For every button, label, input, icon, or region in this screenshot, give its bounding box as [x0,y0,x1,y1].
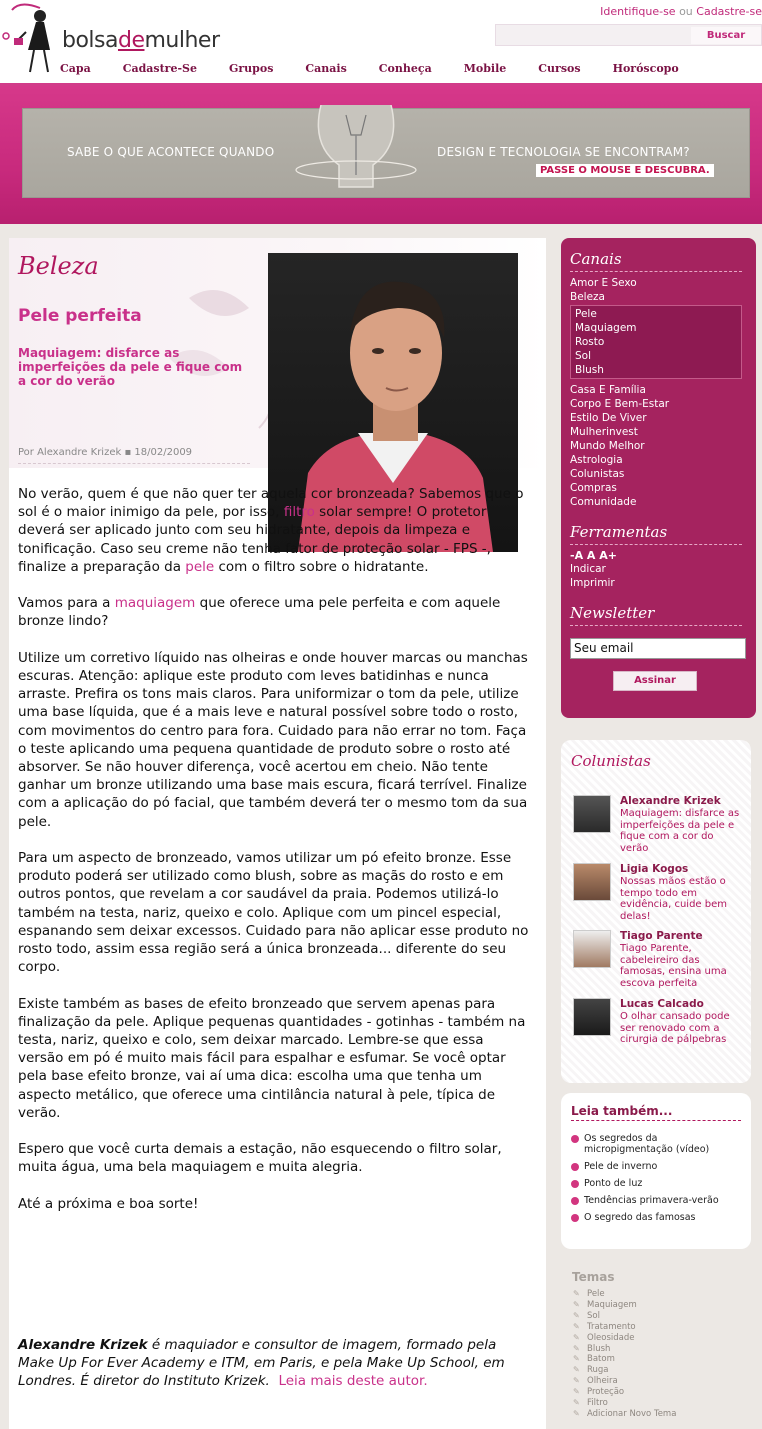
newsletter-subscribe-button[interactable]: Assinar [613,671,697,691]
colunista-desc[interactable]: Maquiagem: disfarce as imperfeições da pele e fique com a cor do verão [620,808,740,854]
tema-item[interactable]: ✎ Sol [573,1311,676,1322]
search-input[interactable] [495,24,762,46]
canal-amor-e-sexo[interactable]: Amor E Sexo [570,277,637,289]
leia-tambem-panel [561,1093,751,1249]
colunista-desc[interactable]: Nossas mãos estão o tempo todo em evidência, cuide bem delas! [620,876,727,922]
nav-conheca[interactable]: Conheça [378,62,432,75]
imprimir-link[interactable]: Imprimir [570,577,615,589]
banner-text-right: DESIGN E TECNOLOGIA SE ENCONTRAM? [437,145,690,159]
canal-beleza[interactable]: Beleza [570,291,605,303]
colunista-desc[interactable]: O olhar cansado pode ser renovado com a cirurgia de pálpebras [620,1011,730,1045]
colunista-name[interactable]: Lucas Calcado [620,998,704,1010]
beleza-submenu [570,305,742,379]
section-title: Beleza [18,252,99,280]
leia-item[interactable]: O segredo das famosas [571,1212,746,1223]
add-tema-link[interactable]: ✎ Adicionar Novo Tema [573,1409,676,1420]
temas-list [573,1289,676,1420]
link-maquiagem[interactable]: maquiagem [114,595,196,612]
canal-corpo-e-bem-estar[interactable]: Corpo E Bem-Estar [570,398,670,410]
canais-panel [561,238,756,718]
colunista-avatar [573,930,611,968]
colunista-name[interactable]: Tiago Parente [620,930,703,942]
canal-mundo-melhor[interactable]: Mundo Melhor [570,440,645,452]
account-links [600,5,762,18]
subcanal-rosto[interactable]: Rosto [575,336,605,348]
banner-text-left: SABE O QUE ACONTECE QUANDO [67,145,275,159]
article-subtitle: Maquiagem: disfarce as imperfeições da pele e fique com a cor do verão [18,346,243,388]
tema-item[interactable]: ✎ Batom [573,1354,676,1365]
logo-wordmark: bolsademulher [62,28,220,53]
canal-compras[interactable]: Compras [570,482,617,494]
colunista-avatar [573,863,611,901]
tema-item[interactable]: ✎ Pele [573,1289,676,1300]
colunista-avatar [573,998,611,1036]
tema-item[interactable]: ✎ Olheira [573,1376,676,1387]
paragraph-2: Vamos para a maquiagem que oferece uma pele perfeita e com aquele bronze lindo? [18,595,501,630]
author-bio: Alexandre Krizek é maquiador e consultor de imagem, formado pela Make Up For Ever Academy e ITM, em Paris, e pela Make Up School, em Londres. É diretor do Instituto Krizek. Leia mais deste autor. [18,1337,505,1390]
canal-colunistas[interactable]: Colunistas [570,468,625,480]
newsletter-email-input[interactable]: Seu email [570,638,746,659]
link-pele[interactable]: pele [185,558,215,575]
nav-canais[interactable]: Canais [305,62,347,75]
paragraph-5: Existe também as bases de efeito bronzeado que servem apenas para finalização da pele. Aplique pequenas quantidades - gotinhas - também na testa, nariz, queixo e colo, sem deixar marcado. Lembre-se que essa versão em pó é muito mais fácil para espalhar e esfumar. Se você optar pela base efeito bronze, vai aí uma dica: escolha uma que tenha um aspecto metálico, que oferece uma cintilância natural à pele, típica de verão. [18,995,526,1121]
ferramentas-title: Ferramentas [570,523,742,545]
subcanal-sol[interactable]: Sol [575,350,592,362]
paragraph-6: Espero que você curta demais a estação, não esquecendo o filtro solar, muita água, uma bela maquiagem e muita alegria. [18,1141,502,1176]
nav-mobile[interactable]: Mobile [463,62,507,75]
main-nav [60,62,711,80]
leia-tambem-title: Leia também... [571,1104,741,1121]
canal-mulherinvest[interactable]: Mulherinvest [570,426,638,438]
leia-item[interactable]: Os segredos da micropigmentação (vídeo) [571,1133,746,1155]
canal-casa-e-familia[interactable]: Casa E Família [570,384,646,396]
tema-item[interactable]: ✎ Ruga [573,1365,676,1376]
nav-cursos[interactable]: Cursos [538,62,581,75]
author-more-link[interactable]: Leia mais deste autor. [278,1373,428,1390]
font-size-controls[interactable]: -A A A+ [570,549,617,562]
subcanal-pele[interactable]: Pele [575,308,597,320]
paragraph-7: Até a próxima e boa sorte! [18,1195,199,1212]
article-title: Pele perfeita [18,306,142,326]
article-body [18,485,530,1231]
ad-banner[interactable] [22,108,750,198]
subcanal-maquiagem[interactable]: Maquiagem [575,322,637,334]
indicar-link[interactable]: Indicar [570,563,606,575]
colunista-avatar [573,795,611,833]
colunista-name[interactable]: Alexandre Krizek [620,795,721,807]
colunistas-panel [561,740,751,1083]
nav-horoscopo[interactable]: Horóscopo [612,62,679,75]
tema-item[interactable]: ✎ Maquiagem [573,1300,676,1311]
newsletter-title: Newsletter [570,604,742,626]
nav-capa[interactable]: Capa [60,62,91,75]
article-container [9,238,546,1429]
author-name: Alexandre Krizek [18,1337,148,1353]
link-filtro[interactable]: filtro [283,504,315,521]
nav-cadastre-se[interactable]: Cadastre-Se [122,62,197,75]
leia-item[interactable]: Pele de inverno [571,1161,746,1172]
tema-item[interactable]: ✎ Blush [573,1344,676,1355]
paragraph-3: Utilize um corretivo líquido nas olheiras e onde houver marcas ou manchas escuras. Atenção: aplique este produto com leves batidinhas e nunca arraste. Prefira os tons mais claros. Para uniformizar o tom da pele, utilize uma base líquida, que é a mais leve e natural possível sobre todo o rosto, com movimentos do centro para fora. Cuidado para não errar no tom. Faça o teste aplicando uma pequena quantidade de produto sobre o rosto até absorver. Se não houver diferença, você acertou em cheio. Não tente ganhar um bronze utilizando uma base mais escura, ficará terrível. Finalize com a aplicação do pó facial, que também deverá ter o mesmo tom da sua pele. [18,649,528,830]
site-header [0,0,762,86]
article-byline: Por Alexandre Krizek ▪ 18/02/2009 [18,447,250,464]
tema-item[interactable]: ✎ Oleosidade [573,1333,676,1344]
tema-item[interactable]: ✎ Proteção [573,1387,676,1398]
colunista-name[interactable]: Ligia Kogos [620,863,689,875]
banner-cta[interactable]: PASSE O MOUSE E DESCUBRA. [536,164,714,177]
canal-astrologia[interactable]: Astrologia [570,454,623,466]
tema-item[interactable]: ✎ Filtro [573,1398,676,1409]
nav-grupos[interactable]: Grupos [228,62,274,75]
register-link[interactable]: Cadastre-se [696,5,762,18]
search-button[interactable]: Buscar [691,27,761,44]
leia-item[interactable]: Ponto de luz [571,1178,746,1189]
temas-title: Temas [572,1270,615,1284]
subcanal-blush[interactable]: Blush [575,364,604,376]
tema-item[interactable]: ✎ Tratamento [573,1322,676,1333]
or-text: ou [679,5,693,18]
colunista-desc[interactable]: Tiago Parente, cabeleireiro das famosas, ensina uma escova perfeita [620,943,727,989]
woman-logo-icon [2,2,62,78]
canal-estilo-de-viver[interactable]: Estilo De Viver [570,412,647,424]
leia-tambem-list [571,1133,746,1229]
leia-item[interactable]: Tendências primavera-verão [571,1195,746,1206]
lightbulb-icon [291,105,421,195]
colunistas-title: Colunistas [571,752,651,770]
canais-title: Canais [570,250,742,272]
paragraph-4: Para um aspecto de bronzeado, vamos utilizar um pó efeito bronze. Esse produto poderá ser utilizado como blush, sobre as maçãs do rosto e em outros pontos, que revelam a cor saudável da praia. Podemos utilizá-lo também na testa, nariz, queixo e colo. Aplique com um pincel especial, espanando sem deixar excessos. Cuidado para não aplicar esse produto no rosto todo, assim essa região será a única bronzeada... diferente do seu corpo. [18,850,529,976]
canal-comunidade[interactable]: Comunidade [570,496,637,508]
login-link[interactable]: Identifique-se [600,5,676,18]
paragraph-1: No verão, quem é que não quer ter aquela cor bronzeada? Sabemos que o sol é o maior inimigo da pele, por isso, filtro solar sempre! O protetor deverá ser aplicado junto com seu hidratante, depois da limpeza e tonificação. Caso seu creme não tenha fator de proteção solar - FPS -, finalize a preparação da pele com o filtro sobre o hidratante. [18,486,524,575]
